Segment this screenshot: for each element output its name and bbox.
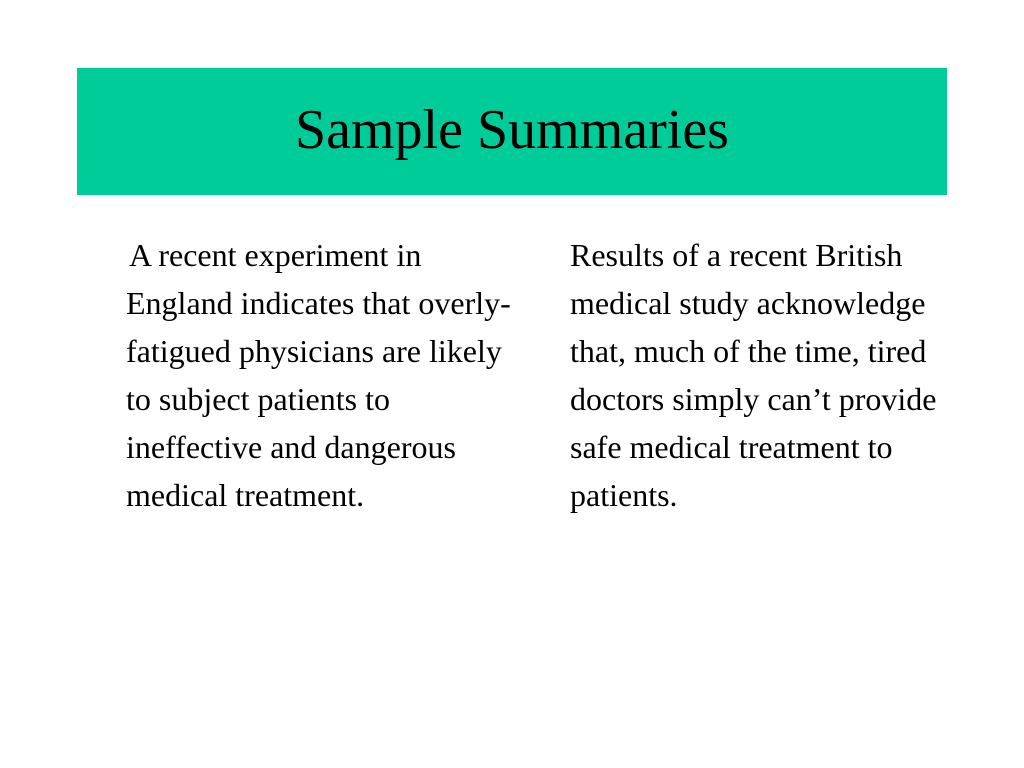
- title-banner: [77, 68, 947, 195]
- slide-title: Sample Summaries: [295, 98, 729, 161]
- left-summary-text: A recent experiment in England indicates that overly-fatigued physicians are likely to subject patients to ineffective and dangerous medical treatment.: [126, 237, 511, 513]
- right-summary-text: Results of a recent British medical study acknowledge that, much of the time, tired doctors simply can’t provide safe medical treatment to patients.: [570, 237, 937, 513]
